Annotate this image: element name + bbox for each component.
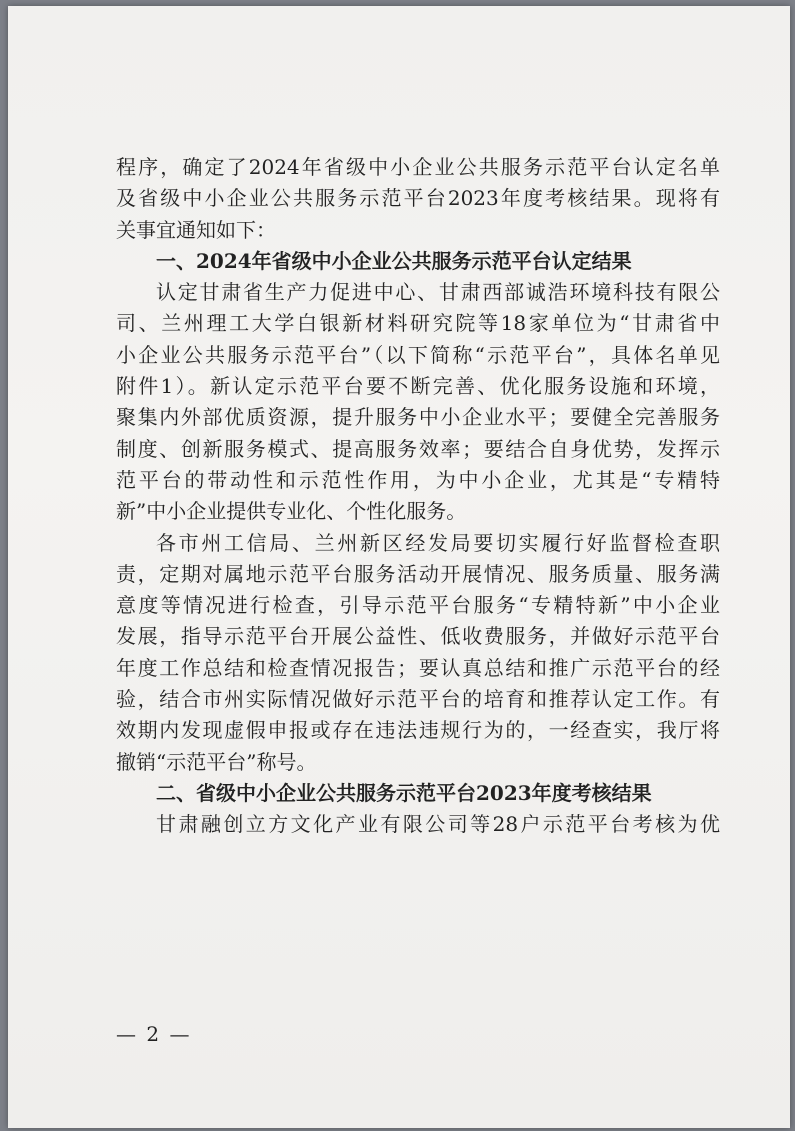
paragraph-intro [116, 152, 720, 246]
heading-text: 一、2024年省级中小企业公共服务示范平台认定结果 [156, 248, 632, 273]
paragraph-supervision [116, 528, 720, 778]
text-line: 及省级中小企业公共服务示范平台2023年度考核结果。现将有 [116, 186, 720, 211]
paragraph-recognition [116, 277, 720, 527]
text-line: 各市州工信局、兰州新区经发局要切实履行好监督检查职 [156, 530, 720, 555]
section-heading-1 [116, 246, 720, 277]
paragraph-assessment [116, 809, 720, 840]
text-line: 附件1）。新认定示范平台要不断完善、优化服务设施和环境， [116, 374, 720, 399]
page-number: — 2 — [116, 1022, 192, 1046]
text-line: 验，结合市州实际情况做好示范平台的培育和推荐认定工作。有 [116, 687, 720, 712]
text-line: 小企业公共服务示范平台”（以下简称“示范平台”，具体名单见 [116, 342, 720, 367]
document-body [116, 152, 720, 841]
text-line: 效期内发现虚假申报或存在违法违规行为的，一经查实，我厅将 [116, 718, 720, 743]
text-line: 新”中小企业提供专业化、个性化服务。 [116, 499, 467, 524]
text-line: 范平台的带动性和示范性作用，为中小企业，尤其是“专精特 [116, 467, 720, 492]
text-line: 制度、创新服务模式、提高服务效率；要结合自身优势，发挥示 [116, 436, 720, 461]
text-line: 司、兰州理工大学白银新材料研究院等18家单位为“甘肃省中 [116, 311, 720, 336]
text-line: 关事宜通知如下： [116, 217, 276, 242]
text-line: 认定甘肃省生产力促进中心、甘肃西部诚浩环境科技有限公 [156, 280, 720, 305]
section-heading-2 [116, 778, 720, 809]
text-line: 责，定期对属地示范平台服务活动开展情况、服务质量、服务满 [116, 561, 720, 586]
document-page [8, 6, 790, 1128]
heading-text: 二、省级中小企业公共服务示范平台2023年度考核结果 [156, 780, 652, 805]
text-line: 意度等情况进行检查，引导示范平台服务“专精特新”中小企业 [116, 593, 720, 618]
text-line: 年度工作总结和检查情况报告；要认真总结和推广示范平台的经 [116, 655, 720, 680]
text-line: 聚集内外部优质资源，提升服务中小企业水平；要健全完善服务 [116, 405, 720, 430]
text-line: 甘肃融创立方文化产业有限公司等28户示范平台考核为优 [156, 812, 720, 837]
text-line: 发展，指导示范平台开展公益性、低收费服务，并做好示范平台 [116, 624, 720, 649]
text-line: 程序，确定了2024年省级中小企业公共服务示范平台认定名单 [116, 155, 720, 179]
text-line: 撤销“示范平台”称号。 [116, 749, 317, 774]
